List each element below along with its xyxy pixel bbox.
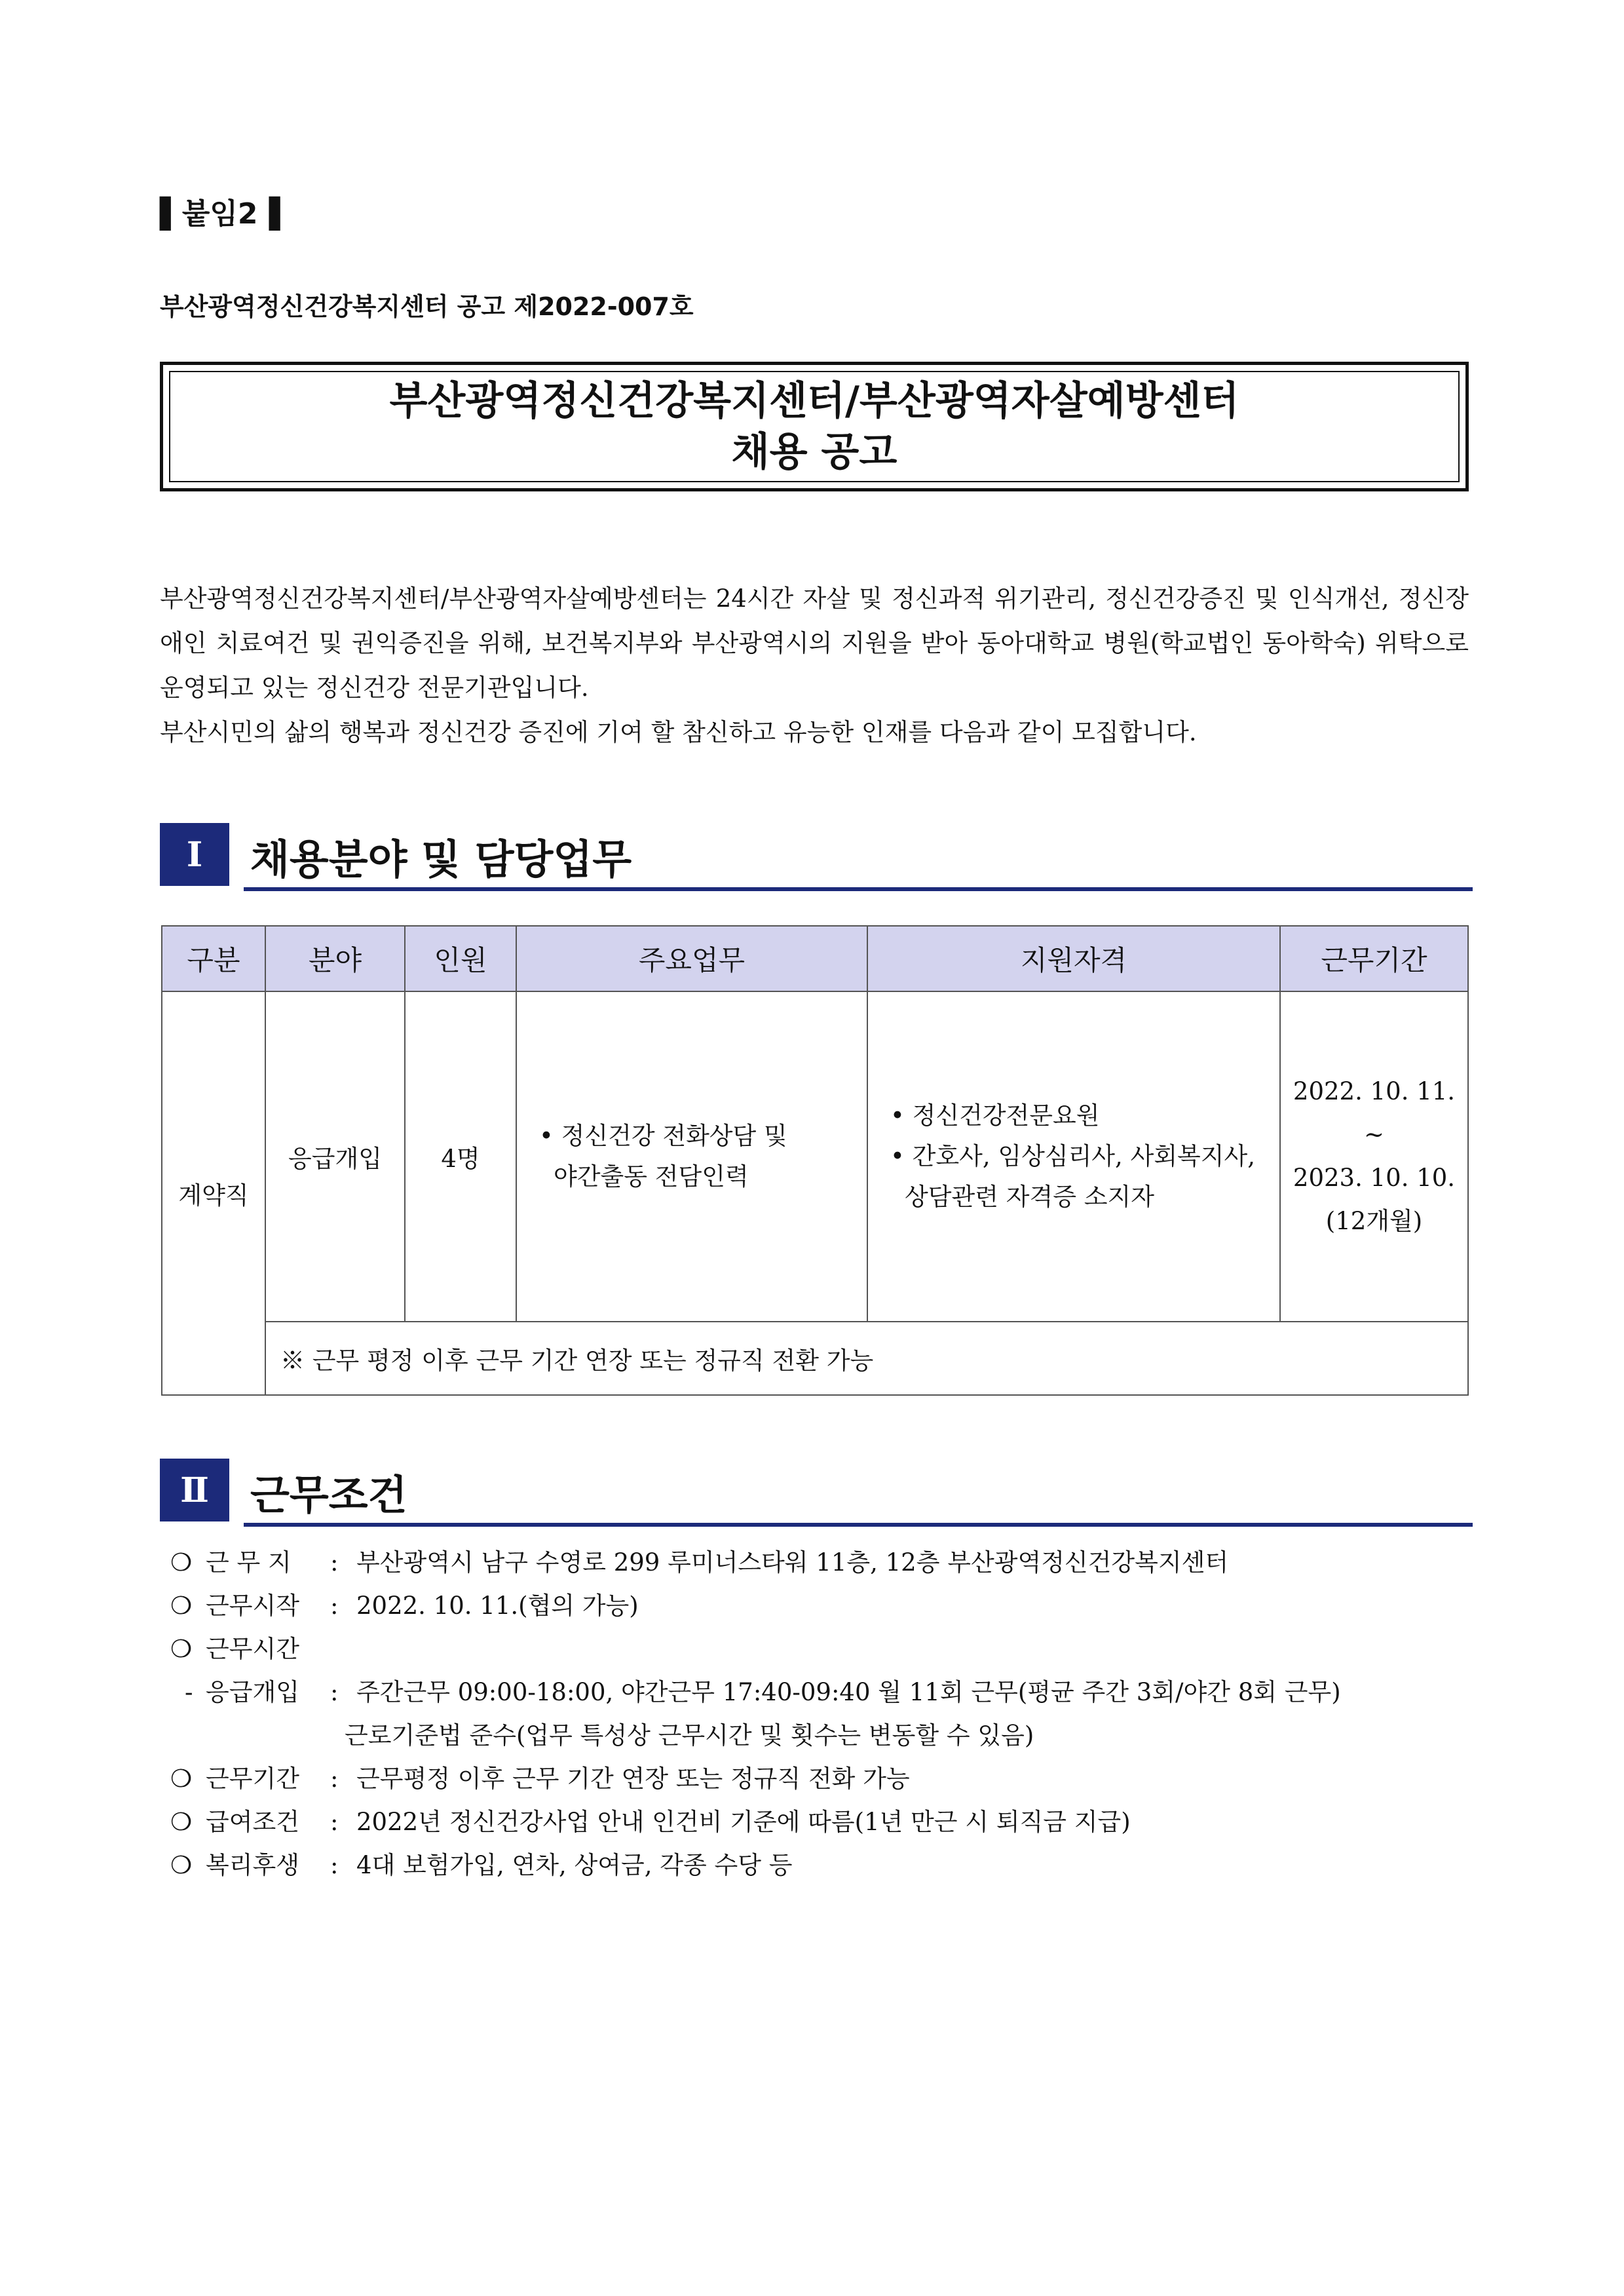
qualification-1-text: 정신건강전문요원 bbox=[912, 1101, 1100, 1130]
duties-line1: 정신건강 전화상담 및 bbox=[561, 1122, 787, 1150]
condition-value: 근로기준법 준수(업무 특성상 근무시간 및 횟수는 변동할 수 있음) bbox=[345, 1721, 1034, 1750]
condition-value: 2022년 정신건강사업 안내 인건비 기준에 따름(1년 만근 시 퇴직금 지급) bbox=[356, 1808, 1131, 1836]
condition-separator: : bbox=[330, 1765, 339, 1793]
section1-underline bbox=[244, 887, 1473, 891]
condition-value: 근무평정 이후 근무 기간 연장 또는 정규직 전화 가능 bbox=[356, 1765, 910, 1793]
cell-category: 계약직 bbox=[162, 991, 265, 1395]
condition-row bbox=[170, 1757, 1341, 1801]
circle-bullet-icon: ❍ bbox=[170, 1635, 193, 1663]
condition-label: 근 무 지 bbox=[206, 1548, 292, 1577]
condition-separator bbox=[330, 1628, 356, 1671]
bullet-icon: • bbox=[539, 1122, 554, 1150]
condition-label: 근무기간 bbox=[206, 1765, 299, 1793]
section2-title: 근무조건 bbox=[250, 1471, 407, 1519]
circle-bullet-icon: ❍ bbox=[170, 1765, 193, 1793]
circle-bullet-icon: ❍ bbox=[170, 1808, 193, 1836]
duties-item bbox=[539, 1116, 866, 1197]
condition-separator: : bbox=[330, 1592, 339, 1620]
intro-paragraph-1: 부산광역정신건강복지센터/부산광역자살예방센터는 24시간 자살 및 정신과적 위기관리, 정신건강증진 및 인식개선, 정신장애인 치료여건 및 권익증진을 위해, 보건복지부와 부산광역시의 지원을 받아 동아대학교 병원(학교법인 동아학숙) 위탁으로 운영되고 있는 정신건강 전문기관입니다. bbox=[160, 584, 1469, 702]
dash-bullet-icon: - bbox=[185, 1678, 193, 1706]
condition-label: 근무시작 bbox=[206, 1592, 299, 1620]
title-line1: 부산광역정신건강복지센터/부산광역자살예방센터 bbox=[389, 378, 1239, 424]
conditions-list bbox=[170, 1541, 1341, 1887]
notice-number: 부산광역정신건강복지센터 공고 제2022-007호 bbox=[160, 292, 694, 321]
condition-value: 부산광역시 남구 수영로 299 루미너스타워 11층, 12층 부산광역정신건강복지센터 bbox=[356, 1548, 1229, 1577]
condition-value: 2022. 10. 11.(협의 가능) bbox=[356, 1592, 639, 1620]
bullet-icon: • bbox=[890, 1142, 905, 1170]
condition-row bbox=[170, 1801, 1341, 1844]
condition-label: 급여조건 bbox=[206, 1808, 299, 1836]
condition-separator: : bbox=[330, 1808, 339, 1836]
condition-separator: : bbox=[330, 1548, 339, 1577]
qualification-item-2 bbox=[890, 1136, 1279, 1217]
condition-row bbox=[170, 1671, 1341, 1714]
header-category: 구분 bbox=[162, 926, 265, 991]
qualification-2-line2: 상담관련 자격증 소지자 bbox=[905, 1183, 1154, 1211]
header-field: 분야 bbox=[265, 926, 405, 991]
jobs-table bbox=[161, 925, 1469, 1396]
header-period: 근무기간 bbox=[1280, 926, 1468, 991]
qualification-item-1 bbox=[890, 1096, 1279, 1136]
cell-period bbox=[1280, 991, 1468, 1322]
period-duration: (12개월) bbox=[1325, 1207, 1423, 1235]
table-header-row bbox=[162, 926, 1468, 991]
attachment-label: ▌붙임2▐ bbox=[160, 197, 280, 231]
condition-value: 4대 보험가입, 연차, 상여금, 각종 수당 등 bbox=[356, 1851, 793, 1879]
cell-headcount: 4명 bbox=[405, 991, 516, 1322]
condition-value: 주간근무 09:00-18:00, 야간근무 17:40-09:40 월 11회 근무(평균 주간 3회/야간 8회 근무) bbox=[356, 1678, 1341, 1706]
condition-label: 복리후생 bbox=[206, 1851, 299, 1879]
condition-label: 근무시간 bbox=[206, 1635, 299, 1663]
condition-row bbox=[170, 1844, 1341, 1887]
circle-bullet-icon: ❍ bbox=[170, 1592, 193, 1620]
condition-row bbox=[170, 1628, 1341, 1671]
section1-heading bbox=[160, 823, 1473, 886]
section1-title: 채용분야 및 담당업무 bbox=[250, 835, 632, 883]
cell-duties bbox=[516, 991, 867, 1322]
header-headcount: 인원 bbox=[405, 926, 516, 991]
condition-row bbox=[170, 1714, 1341, 1757]
period-tilde: ~ bbox=[1363, 1120, 1384, 1149]
period-start: 2022. 10. 11. bbox=[1293, 1077, 1456, 1105]
section1-number: Ⅰ bbox=[160, 823, 229, 886]
table-row bbox=[162, 991, 1468, 1322]
condition-separator: : bbox=[330, 1851, 339, 1879]
cell-qualifications bbox=[867, 991, 1280, 1322]
intro-paragraph-2: 부산시민의 삶의 행복과 정신건강 증진에 기여 할 참신하고 유능한 인재를 다음과 같이 모집합니다. bbox=[160, 718, 1197, 746]
qualification-2-line1: 간호사, 임상심리사, 사회복지사, bbox=[912, 1142, 1256, 1170]
header-duties: 주요업무 bbox=[516, 926, 867, 991]
section2-heading bbox=[160, 1459, 1473, 1521]
section2-number: Ⅱ bbox=[160, 1459, 229, 1521]
circle-bullet-icon: ❍ bbox=[170, 1548, 193, 1577]
condition-separator: : bbox=[330, 1678, 339, 1706]
condition-row bbox=[170, 1584, 1341, 1628]
section2-underline bbox=[244, 1523, 1473, 1527]
circle-bullet-icon: ❍ bbox=[170, 1851, 193, 1879]
bullet-icon: • bbox=[890, 1101, 905, 1130]
duties-line2: 야간출동 전담인력 bbox=[554, 1162, 749, 1191]
cell-field: 응급개입 bbox=[265, 991, 405, 1322]
condition-row bbox=[170, 1541, 1341, 1584]
intro-text bbox=[160, 577, 1469, 755]
table-note-row bbox=[162, 1322, 1468, 1395]
title-inner bbox=[169, 371, 1460, 482]
header-qualifications: 지원자격 bbox=[867, 926, 1280, 991]
title-line2: 채용 공고 bbox=[731, 429, 897, 475]
title-box bbox=[160, 362, 1469, 491]
period-end: 2023. 10. 10. bbox=[1293, 1164, 1456, 1192]
table-note: ※ 근무 평정 이후 근무 기간 연장 또는 정규직 전환 가능 bbox=[265, 1322, 1468, 1395]
condition-label: 응급개입 bbox=[206, 1678, 299, 1706]
